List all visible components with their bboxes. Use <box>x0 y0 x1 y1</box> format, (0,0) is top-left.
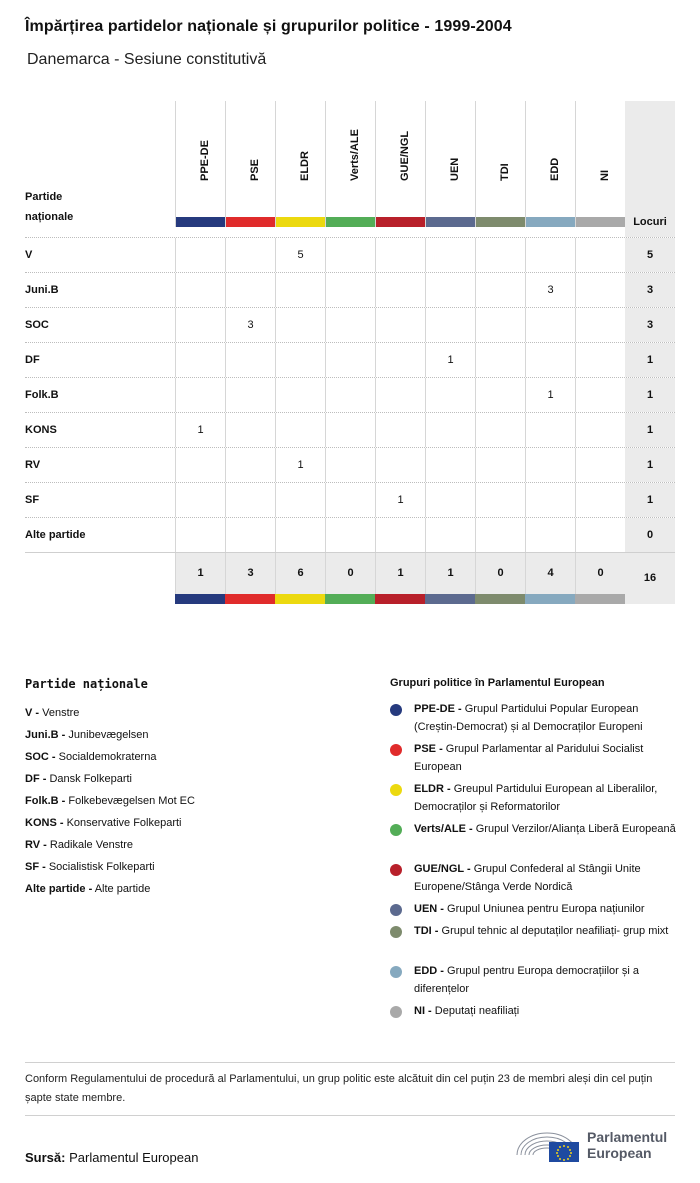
national-party-abbr: V - <box>25 707 40 719</box>
political-group-item <box>390 900 680 918</box>
group-description <box>414 820 680 838</box>
group-description <box>414 860 680 896</box>
group-color-dot <box>390 784 402 796</box>
national-party-abbr: RV - <box>25 839 47 851</box>
table-cell <box>325 308 375 342</box>
table-row <box>25 342 675 377</box>
total-color-bar <box>425 594 475 604</box>
group-abbr: PSE - <box>414 743 443 755</box>
total-color-bar <box>325 594 375 604</box>
row-party-name: SF <box>25 494 40 506</box>
group-abbr: NI - <box>414 1005 432 1017</box>
table-cell <box>275 273 325 307</box>
national-party-abbr: Alte partide - <box>25 883 93 895</box>
table-cell <box>525 448 575 482</box>
table-cell <box>325 483 375 517</box>
column-color-bar <box>326 217 375 227</box>
table-cell: 5 <box>275 238 325 272</box>
column-header-label: PSE <box>248 158 261 181</box>
national-party-abbr: DF - <box>25 773 47 785</box>
column-header-label: NI <box>598 170 611 181</box>
political-groups-title: Grupuri politice în Parlamentul European <box>390 677 605 689</box>
column-header-ppe-de <box>175 101 225 227</box>
table-cell <box>475 378 525 412</box>
table-row <box>25 412 675 447</box>
group-name: Grupul Confederal al Stângii Unite Europene/Stânga Verde Nordică <box>414 863 641 893</box>
table-cell <box>425 273 475 307</box>
group-abbr: ELDR - <box>414 783 451 795</box>
national-parties-legend <box>25 702 195 900</box>
table-cell <box>275 413 325 447</box>
total-cell: 3 <box>225 553 275 594</box>
group-color-dot <box>390 904 402 916</box>
national-party-abbr: Juni.B - <box>25 729 66 741</box>
group-name: Grupul Uniunea pentru Europa națiunilor <box>447 903 645 915</box>
row-party-name: SOC <box>25 319 49 331</box>
row-seats: 1 <box>625 378 675 412</box>
table-cell: 1 <box>525 378 575 412</box>
group-description <box>414 900 680 918</box>
group-name: Deputați neafiliați <box>434 1005 520 1017</box>
national-party-item <box>25 746 195 768</box>
national-party-item <box>25 724 195 746</box>
table-cell <box>175 378 225 412</box>
table-cell <box>475 273 525 307</box>
column-header-gue-ngl <box>375 101 425 227</box>
table-cell <box>575 518 625 552</box>
table-cell <box>575 483 625 517</box>
group-description <box>414 700 680 736</box>
group-abbr: GUE/NGL - <box>414 863 471 875</box>
table-cell <box>475 483 525 517</box>
table-cell: 3 <box>225 308 275 342</box>
political-group-item <box>390 962 680 998</box>
table-cell <box>225 273 275 307</box>
row-party-name: Juni.B <box>25 284 59 296</box>
table-cell <box>225 378 275 412</box>
group-abbr: UEN - <box>414 903 444 915</box>
party-column-header <box>25 187 73 227</box>
column-header-label: UEN <box>448 157 461 181</box>
group-abbr: EDD - <box>414 965 444 977</box>
table-cell <box>475 343 525 377</box>
table-cell <box>375 518 425 552</box>
table-cell <box>425 518 475 552</box>
logo-text <box>587 1129 667 1161</box>
national-party-item <box>25 768 195 790</box>
table-cell <box>225 483 275 517</box>
group-color-dot <box>390 926 402 938</box>
column-color-bar <box>476 217 525 227</box>
group-color-dot <box>390 824 402 836</box>
group-description <box>414 740 680 776</box>
row-seats: 3 <box>625 273 675 307</box>
column-color-bar <box>576 217 625 227</box>
total-cell: 1 <box>375 553 425 594</box>
column-header-label: PPE-DE <box>198 140 211 181</box>
row-seats: 3 <box>625 308 675 342</box>
table-cell <box>375 308 425 342</box>
european-parliament-logo <box>515 1125 680 1165</box>
table-cell <box>525 238 575 272</box>
table-cell: 1 <box>175 413 225 447</box>
table-cell <box>325 378 375 412</box>
national-party-abbr: SOC - <box>25 751 56 763</box>
national-parties-title: Partide naționale <box>25 677 148 691</box>
national-party-item <box>25 856 195 878</box>
seats-column-header <box>625 101 675 237</box>
column-header-edd <box>525 101 575 227</box>
group-abbr: Verts/ALE - <box>414 823 473 835</box>
source-label: Sursă: <box>25 1150 66 1165</box>
table-cell <box>225 518 275 552</box>
national-party-name: Socialdemokraterna <box>58 751 157 763</box>
political-group-item <box>390 922 680 940</box>
political-group-item <box>390 860 680 896</box>
source <box>25 1150 198 1165</box>
table-cell <box>225 413 275 447</box>
table-cell <box>175 343 225 377</box>
party-header-line2: naționale <box>25 211 74 223</box>
table-cell <box>275 378 325 412</box>
row-seats: 0 <box>625 518 675 552</box>
group-name: Grupul pentru Europa democrațiilor și a diferențelor <box>414 965 639 995</box>
column-header-label: Verts/ALE <box>348 129 361 181</box>
total-color-bar <box>175 594 225 604</box>
group-abbr: TDI - <box>414 925 439 937</box>
column-color-bar <box>526 217 575 227</box>
national-party-item <box>25 834 195 856</box>
national-party-item <box>25 878 195 900</box>
group-description <box>414 780 680 816</box>
national-party-name: Venstre <box>42 707 80 719</box>
row-party-name: Folk.B <box>25 389 59 401</box>
column-color-bar <box>426 217 475 227</box>
row-party-name: RV <box>25 459 41 471</box>
page-title: Împărțirea partidelor naționale și grupurilor politice - 1999-2004 <box>25 18 512 35</box>
table-cell <box>425 238 475 272</box>
political-group-item <box>390 780 680 816</box>
column-header-label: EDD <box>548 157 561 181</box>
row-seats: 1 <box>625 483 675 517</box>
table-cell <box>275 308 325 342</box>
political-group-item <box>390 700 680 736</box>
table-cell <box>475 308 525 342</box>
column-color-bar <box>226 217 275 227</box>
group-color-dot <box>390 864 402 876</box>
table-cell: 3 <box>525 273 575 307</box>
national-party-item <box>25 702 195 724</box>
table-cell: 1 <box>375 483 425 517</box>
column-header-ni <box>575 101 625 227</box>
table-cell <box>525 483 575 517</box>
group-color-dot <box>390 1006 402 1018</box>
column-color-bar <box>376 217 425 227</box>
table-cell <box>525 343 575 377</box>
national-party-name: Junibevægelsen <box>68 729 149 741</box>
total-color-bar <box>525 594 575 604</box>
table-cell <box>475 448 525 482</box>
column-header-tdi <box>475 101 525 227</box>
table-cell <box>175 483 225 517</box>
row-party-name: V <box>25 249 33 261</box>
national-party-abbr: KONS - <box>25 817 64 829</box>
table-cell <box>425 308 475 342</box>
row-seats: 1 <box>625 413 675 447</box>
table-cell: 1 <box>425 343 475 377</box>
table-cell <box>275 518 325 552</box>
table-cell <box>525 518 575 552</box>
table-cell <box>425 483 475 517</box>
group-name: Grupul Verzilor/Alianța Liberă Europeană <box>475 823 676 835</box>
group-abbr: PPE-DE - <box>414 703 462 715</box>
seats-header-label: Locuri <box>633 216 667 228</box>
table-row <box>25 482 675 517</box>
divider <box>25 1062 675 1063</box>
table-row <box>25 272 675 307</box>
group-description <box>414 922 680 940</box>
column-header-verts-ale <box>325 101 375 227</box>
table-cell: 1 <box>275 448 325 482</box>
table-cell <box>275 483 325 517</box>
table-cell <box>325 413 375 447</box>
table-cell <box>575 378 625 412</box>
group-description <box>414 962 680 998</box>
total-cell: 1 <box>175 553 225 594</box>
total-color-bar <box>575 594 625 604</box>
national-party-name: Folkebevægelsen Mot EC <box>68 795 195 807</box>
total-cell: 0 <box>325 553 375 594</box>
table-cell <box>375 343 425 377</box>
national-party-item <box>25 790 195 812</box>
national-party-name: Konservative Folkeparti <box>66 817 182 829</box>
national-party-name: Alte partide <box>94 883 151 895</box>
row-party-name: Alte partide <box>25 529 86 541</box>
row-seats: 1 <box>625 448 675 482</box>
table-cell <box>475 413 525 447</box>
national-party-abbr: Folk.B - <box>25 795 66 807</box>
page-subtitle: Danemarca - Sesiune constitutivă <box>27 51 267 68</box>
column-color-bar <box>276 217 325 227</box>
group-name: Grupul tehnic al deputaților neafiliați- grup mixt <box>441 925 669 937</box>
group-name: Greupul Partidului European al Liberalilor, Democraților și Reformatorilor <box>414 783 658 813</box>
table-cell <box>475 518 525 552</box>
national-party-name: Radikale Venstre <box>49 839 134 851</box>
national-party-item <box>25 812 195 834</box>
footnote: Conform Regulamentului de procedură al Parlamentului, un grup politic este alcătuit din cel puțin 23 de membri aleși din cel puțin șapte state membre. <box>25 1073 653 1104</box>
group-color-dot <box>390 966 402 978</box>
table-row <box>25 307 675 342</box>
row-party-name: DF <box>25 354 40 366</box>
political-group-item <box>390 740 680 776</box>
total-color-bar <box>275 594 325 604</box>
totals-row <box>25 552 675 604</box>
table-cell <box>475 238 525 272</box>
table-cell <box>525 413 575 447</box>
group-description <box>414 1002 680 1020</box>
row-seats: 5 <box>625 238 675 272</box>
table-cell <box>325 448 375 482</box>
total-color-bar <box>475 594 525 604</box>
column-color-bar <box>176 217 225 227</box>
logo-line2: European <box>587 1145 652 1161</box>
table-cell <box>275 343 325 377</box>
table-cell <box>325 343 375 377</box>
table-cell <box>225 238 275 272</box>
table-cell <box>175 518 225 552</box>
political-group-item <box>390 1002 680 1020</box>
column-header-eldr <box>275 101 325 227</box>
row-party-name: KONS <box>25 424 57 436</box>
column-header-label: GUE/NGL <box>398 130 411 181</box>
table-cell <box>325 518 375 552</box>
political-group-item <box>390 820 680 838</box>
table-cell <box>175 448 225 482</box>
table-cell <box>375 378 425 412</box>
table-cell <box>375 273 425 307</box>
table-cell <box>175 273 225 307</box>
table-cell <box>575 448 625 482</box>
table-row <box>25 377 675 412</box>
table-cell <box>525 308 575 342</box>
table-cell <box>575 308 625 342</box>
row-seats: 1 <box>625 343 675 377</box>
column-header-pse <box>225 101 275 227</box>
group-color-dot <box>390 704 402 716</box>
table-cell <box>375 413 425 447</box>
table-cell <box>225 343 275 377</box>
table-cell <box>325 273 375 307</box>
table-cell <box>575 343 625 377</box>
total-cell: 0 <box>475 553 525 594</box>
column-header-label: ELDR <box>298 151 311 181</box>
table-cell <box>425 448 475 482</box>
total-cell: 6 <box>275 553 325 594</box>
seat-distribution-table <box>25 101 675 604</box>
column-header-label: TDI <box>498 163 511 181</box>
group-name: Grupul Parlamentar al Paridului Socialist European <box>414 743 644 773</box>
group-color-dot <box>390 744 402 756</box>
table-cell <box>575 273 625 307</box>
table-cell <box>575 238 625 272</box>
table-row <box>25 237 675 272</box>
table-row <box>25 517 675 552</box>
grand-total: 16 <box>625 553 675 604</box>
total-color-bar <box>225 594 275 604</box>
total-color-bar <box>375 594 425 604</box>
national-party-name: Socialistisk Folkeparti <box>48 861 155 873</box>
national-party-name: Dansk Folkeparti <box>49 773 132 785</box>
european-parliament-hemicycle-icon <box>515 1125 581 1165</box>
total-cell: 4 <box>525 553 575 594</box>
total-cell: 0 <box>575 553 625 594</box>
table-row <box>25 447 675 482</box>
table-cell <box>175 238 225 272</box>
table-cell <box>425 413 475 447</box>
total-cell: 1 <box>425 553 475 594</box>
national-party-abbr: SF - <box>25 861 46 873</box>
group-name: Grupul Partidului Popular European (Creștin-Democrat) și al Democraților Europeni <box>414 703 643 733</box>
logo-line1: Parlamentul <box>587 1129 668 1145</box>
party-header-line1: Partide <box>25 191 63 203</box>
divider <box>25 1115 675 1116</box>
column-header-uen <box>425 101 475 227</box>
table-cell <box>325 238 375 272</box>
table-cell <box>225 448 275 482</box>
table-cell <box>375 448 425 482</box>
table-cell <box>175 308 225 342</box>
source-value: Parlamentul European <box>69 1150 199 1165</box>
table-cell <box>575 413 625 447</box>
table-cell <box>425 378 475 412</box>
table-cell <box>375 238 425 272</box>
